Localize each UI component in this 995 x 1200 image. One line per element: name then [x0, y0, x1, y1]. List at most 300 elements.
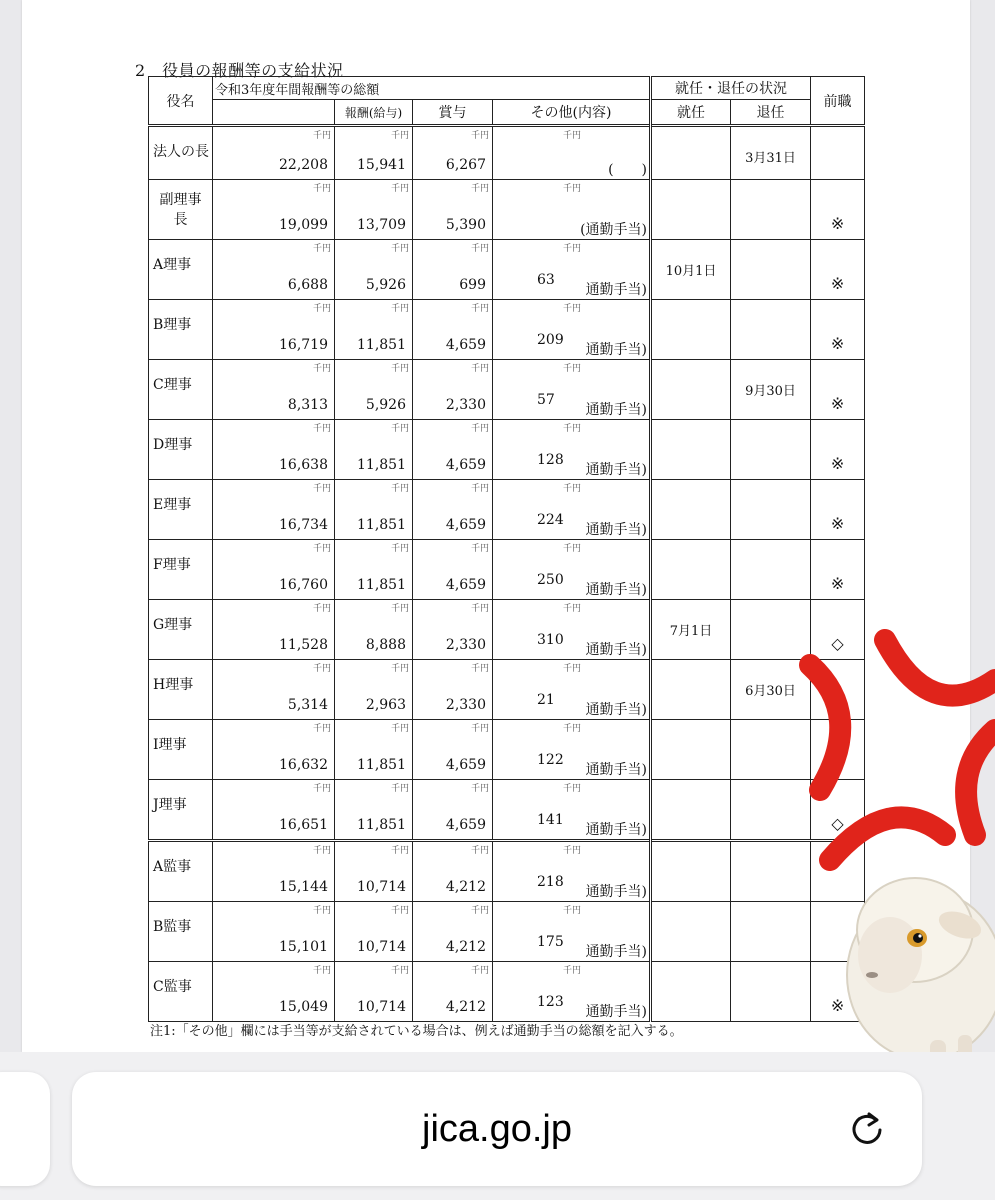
unit-label: 千円: [563, 784, 582, 794]
anger-mark-icon: [966, 730, 995, 835]
table-row: [149, 480, 865, 540]
unit-label: 千円: [312, 244, 331, 254]
role-label: C理事: [153, 377, 192, 393]
total-value: 15,101: [279, 939, 328, 955]
other-note: 通勤手当): [585, 1004, 648, 1020]
unit-label: 千円: [390, 724, 409, 734]
role-label: E理事: [153, 497, 192, 513]
bonus-value: 2,330: [445, 637, 486, 653]
bonus-value: 4,659: [445, 457, 486, 473]
total-value: 11,528: [279, 637, 328, 653]
bonus-value: 2,330: [445, 697, 486, 713]
appointed-cell: [651, 126, 731, 180]
other-value: 209: [537, 332, 564, 348]
bonus-value: 4,212: [445, 939, 486, 955]
unit-label: 千円: [312, 131, 331, 141]
previous-mark: ※: [830, 454, 845, 473]
previous-cell: [811, 126, 865, 180]
total-value: 15,144: [279, 879, 328, 895]
appointed-cell: [651, 240, 731, 300]
total-value: 22,208: [279, 157, 328, 173]
other-cell: [493, 180, 651, 240]
total-cell: [213, 180, 335, 240]
total-value: 16,734: [279, 517, 328, 533]
address-bar[interactable]: [72, 1072, 922, 1186]
salary-value: 11,851: [357, 337, 406, 353]
bonus-cell: [413, 660, 493, 720]
retired-date: 6月30日: [745, 684, 796, 699]
total-value: 16,719: [279, 337, 328, 353]
other-value: 250: [537, 572, 564, 588]
unit-label: 千円: [312, 424, 331, 434]
salary-cell: [335, 540, 413, 600]
retired-cell: [731, 540, 811, 600]
table-row: [149, 126, 865, 180]
retired-cell: [731, 360, 811, 420]
salary-value: 10,714: [357, 999, 406, 1015]
previous-mark: ※: [830, 574, 845, 593]
total-cell: [213, 480, 335, 540]
bonus-value: 6,267: [445, 157, 486, 173]
other-note: 通勤手当): [585, 342, 648, 358]
previous-cell: [811, 360, 865, 420]
appointed-cell: [651, 660, 731, 720]
role-label: B理事: [153, 317, 192, 333]
appointed-cell: [651, 180, 731, 240]
table-row: [149, 540, 865, 600]
role-cell: [149, 660, 213, 720]
appointed-cell: [651, 902, 731, 962]
unit-label: 千円: [390, 244, 409, 254]
salary-value: 11,851: [357, 757, 406, 773]
salary-value: 5,926: [365, 277, 406, 293]
other-cell: [493, 300, 651, 360]
other-note: 通勤手当): [585, 462, 648, 478]
unit-label: 千円: [470, 664, 489, 674]
unit-label: 千円: [470, 906, 489, 916]
retired-cell: [731, 180, 811, 240]
total-cell: [213, 780, 335, 841]
retired-cell: [731, 300, 811, 360]
other-value: 218: [537, 874, 564, 890]
total-cell: [213, 962, 335, 1022]
bonus-cell: [413, 600, 493, 660]
other-cell: [493, 660, 651, 720]
table-row: [149, 962, 865, 1022]
salary-cell: [335, 720, 413, 780]
unit-label: 千円: [390, 846, 409, 856]
bonus-value: 4,659: [445, 577, 486, 593]
role-label: C監事: [153, 979, 192, 995]
table-row: [149, 660, 865, 720]
unit-label: 千円: [563, 604, 582, 614]
previous-cell: [811, 480, 865, 540]
bonus-value: 4,212: [445, 999, 486, 1015]
other-note: 通勤手当): [585, 642, 648, 658]
table-row: [149, 780, 865, 841]
unit-label: 千円: [470, 304, 489, 314]
bonus-cell: [413, 720, 493, 780]
other-value: 21: [537, 692, 555, 708]
previous-tab-card[interactable]: [0, 1072, 50, 1186]
other-cell: [493, 780, 651, 841]
total-value: 16,651: [279, 817, 328, 833]
header-bonus: 賞与: [413, 100, 493, 126]
salary-cell: [335, 360, 413, 420]
other-cell: [493, 841, 651, 902]
role-cell: [149, 180, 213, 240]
previous-cell: [811, 300, 865, 360]
salary-cell: [335, 126, 413, 180]
bonus-value: 4,659: [445, 817, 486, 833]
other-note: 通勤手当): [585, 402, 648, 418]
total-value: 15,049: [279, 999, 328, 1015]
other-cell: [493, 600, 651, 660]
previous-cell: [811, 420, 865, 480]
salary-cell: [335, 240, 413, 300]
bonus-cell: [413, 126, 493, 180]
salary-cell: [335, 841, 413, 902]
other-note: 通勤手当): [585, 282, 648, 298]
unit-label: 千円: [563, 424, 582, 434]
header-status-group: 就任・退任の状況: [651, 77, 811, 100]
anger-mark-icon: [885, 640, 995, 696]
total-cell: [213, 660, 335, 720]
retired-cell: [731, 480, 811, 540]
other-note: 通勤手当): [585, 944, 648, 960]
unit-label: 千円: [470, 184, 489, 194]
previous-mark: ※: [830, 394, 845, 413]
unit-label: 千円: [390, 484, 409, 494]
header-role: 役名: [149, 77, 213, 126]
bonus-value: 4,212: [445, 879, 486, 895]
unit-label: 千円: [390, 131, 409, 141]
total-cell: [213, 841, 335, 902]
other-note: 通勤手当): [585, 762, 648, 778]
total-cell: [213, 360, 335, 420]
header-previous: 前職: [811, 77, 865, 126]
appointed-cell: [651, 360, 731, 420]
role-label: F理事: [153, 557, 191, 573]
previous-mark: ※: [830, 996, 845, 1015]
other-note: 通勤手当): [585, 884, 648, 900]
total-cell: [213, 420, 335, 480]
bonus-cell: [413, 180, 493, 240]
unit-label: 千円: [312, 544, 331, 554]
other-cell: [493, 480, 651, 540]
total-cell: [213, 126, 335, 180]
unit-label: 千円: [312, 604, 331, 614]
unit-label: 千円: [390, 364, 409, 374]
total-cell: [213, 720, 335, 780]
bonus-cell: [413, 360, 493, 420]
bonus-value: 4,659: [445, 757, 486, 773]
total-value: 5,314: [287, 697, 328, 713]
other-cell: [493, 720, 651, 780]
role-cell: [149, 841, 213, 902]
total-cell: [213, 300, 335, 360]
table-row: [149, 360, 865, 420]
bonus-value: 5,390: [445, 217, 486, 233]
unit-label: 千円: [312, 364, 331, 374]
total-value: 19,099: [279, 217, 328, 233]
other-cell: [493, 126, 651, 180]
role-label: H理事: [153, 677, 194, 693]
role-label: 副理事長: [159, 192, 202, 228]
role-cell: [149, 360, 213, 420]
header-row-2: [149, 100, 865, 126]
unit-label: 千円: [563, 664, 582, 674]
role-cell: [149, 902, 213, 962]
appointed-cell: [651, 600, 731, 660]
footnote: 注1:「その他」欄には手当等が支給されている場合は、例えば通勤手当の総額を記入する。: [150, 1024, 683, 1039]
salary-cell: [335, 180, 413, 240]
section-title: 2 役員の報酬等の支給状況: [135, 61, 344, 80]
other-note: 通勤手当): [585, 822, 648, 838]
unit-label: 千円: [312, 184, 331, 194]
appointed-cell: [651, 962, 731, 1022]
role-cell: [149, 480, 213, 540]
unit-label: 千円: [390, 184, 409, 194]
retired-cell: [731, 240, 811, 300]
anger-mark-icon: [830, 817, 945, 860]
total-value: 16,632: [279, 757, 328, 773]
bonus-cell: [413, 540, 493, 600]
salary-value: 5,926: [365, 397, 406, 413]
bonus-value: 699: [459, 277, 486, 293]
salary-value: 13,709: [357, 217, 406, 233]
unit-label: 千円: [563, 184, 582, 194]
appointed-cell: [651, 480, 731, 540]
unit-label: 千円: [312, 484, 331, 494]
salary-value: 11,851: [357, 577, 406, 593]
salary-value: 15,941: [357, 157, 406, 173]
unit-label: 千円: [312, 304, 331, 314]
other-value: 122: [537, 752, 564, 768]
role-cell: [149, 962, 213, 1022]
appointed-cell: [651, 540, 731, 600]
salary-cell: [335, 962, 413, 1022]
header-other: その他(内容): [493, 100, 651, 126]
other-cell: [493, 360, 651, 420]
url-text: jica.go.jp: [422, 1108, 572, 1150]
role-label: D理事: [153, 437, 193, 453]
unit-label: 千円: [390, 604, 409, 614]
salary-cell: [335, 480, 413, 540]
previous-mark: ※: [830, 274, 845, 293]
table-row: [149, 902, 865, 962]
unit-label: 千円: [470, 244, 489, 254]
table-row: [149, 300, 865, 360]
retired-date: 9月30日: [745, 384, 796, 399]
other-value: 128: [537, 452, 564, 468]
other-value: 224: [537, 512, 564, 528]
previous-mark: ◇: [831, 694, 844, 713]
role-cell: [149, 780, 213, 841]
salary-value: 11,851: [357, 517, 406, 533]
previous-mark: ※: [830, 334, 845, 353]
previous-mark: ◇: [831, 634, 844, 653]
appointed-date: 7月1日: [669, 624, 713, 639]
total-value: 6,688: [287, 277, 328, 293]
previous-cell: [811, 240, 865, 300]
reload-icon[interactable]: [846, 1108, 888, 1150]
unit-label: 千円: [390, 906, 409, 916]
role-cell: [149, 720, 213, 780]
other-cell: [493, 962, 651, 1022]
role-label: J理事: [153, 797, 187, 813]
previous-mark: ◇: [831, 814, 844, 833]
other-note: 通勤手当): [585, 582, 648, 598]
header-salary: 報酬(給与): [335, 100, 413, 126]
other-cell: [493, 902, 651, 962]
unit-label: 千円: [563, 966, 582, 976]
salary-value: 2,963: [365, 697, 406, 713]
appointed-date: 10月1日: [665, 264, 717, 279]
bonus-cell: [413, 902, 493, 962]
unit-label: 千円: [563, 484, 582, 494]
unit-label: 千円: [563, 906, 582, 916]
other-value: 310: [537, 632, 564, 648]
unit-label: 千円: [563, 244, 582, 254]
header-appointed: 就任: [651, 100, 731, 126]
bonus-cell: [413, 480, 493, 540]
unit-label: 千円: [390, 784, 409, 794]
salary-value: 10,714: [357, 879, 406, 895]
appointed-cell: [651, 841, 731, 902]
previous-cell: [811, 180, 865, 240]
header-total-blank: [213, 100, 335, 126]
bonus-cell: [413, 420, 493, 480]
salary-cell: [335, 780, 413, 841]
role-cell: [149, 540, 213, 600]
total-value: 8,313: [287, 397, 328, 413]
retired-cell: [731, 126, 811, 180]
salary-value: 8,888: [365, 637, 406, 653]
other-value: 57: [537, 392, 555, 408]
other-note: 通勤手当): [585, 522, 648, 538]
unit-label: 千円: [470, 424, 489, 434]
bonus-value: 2,330: [445, 397, 486, 413]
other-cell: [493, 240, 651, 300]
other-value: 175: [537, 934, 564, 950]
unit-label: 千円: [563, 724, 582, 734]
total-cell: [213, 240, 335, 300]
unit-label: 千円: [563, 544, 582, 554]
retired-cell: [731, 420, 811, 480]
bonus-cell: [413, 240, 493, 300]
salary-value: 11,851: [357, 457, 406, 473]
unit-label: 千円: [312, 724, 331, 734]
role-cell: [149, 240, 213, 300]
total-cell: [213, 600, 335, 660]
salary-cell: [335, 660, 413, 720]
salary-value: 10,714: [357, 939, 406, 955]
appointed-cell: [651, 720, 731, 780]
role-cell: [149, 126, 213, 180]
previous-mark: ※: [830, 514, 845, 533]
unit-label: 千円: [563, 131, 582, 141]
other-value: 141: [537, 812, 564, 828]
table-row: [149, 420, 865, 480]
salary-cell: [335, 902, 413, 962]
bonus-value: 4,659: [445, 517, 486, 533]
appointed-cell: [651, 300, 731, 360]
bonus-value: 4,659: [445, 337, 486, 353]
unit-label: 千円: [470, 724, 489, 734]
salary-cell: [335, 600, 413, 660]
other-cell: [493, 540, 651, 600]
bonus-cell: [413, 300, 493, 360]
bonus-cell: [413, 962, 493, 1022]
unit-label: 千円: [470, 544, 489, 554]
header-row-1: [149, 77, 865, 100]
unit-label: 千円: [312, 846, 331, 856]
appointed-cell: [651, 420, 731, 480]
unit-label: 千円: [390, 544, 409, 554]
unit-label: 千円: [312, 906, 331, 916]
total-cell: [213, 540, 335, 600]
appointed-cell: [651, 780, 731, 841]
unit-label: 千円: [312, 784, 331, 794]
unit-label: 千円: [470, 364, 489, 374]
other-cell: [493, 420, 651, 480]
unit-label: 千円: [390, 304, 409, 314]
role-cell: [149, 300, 213, 360]
unit-label: 千円: [563, 364, 582, 374]
bonus-cell: [413, 780, 493, 841]
table-row: [149, 720, 865, 780]
total-cell: [213, 902, 335, 962]
header-total-group: 令和3年度年間報酬等の総額: [213, 77, 651, 100]
unit-label: 千円: [470, 966, 489, 976]
table-row: [149, 240, 865, 300]
compensation-table: [148, 76, 865, 1022]
unit-label: 千円: [563, 304, 582, 314]
unit-label: 千円: [390, 424, 409, 434]
role-label: A監事: [153, 859, 192, 875]
table-row: [149, 180, 865, 240]
role-label: 法人の長: [153, 144, 209, 160]
role-cell: [149, 420, 213, 480]
total-value: 16,760: [279, 577, 328, 593]
unit-label: 千円: [390, 966, 409, 976]
unit-label: 千円: [563, 846, 582, 856]
role-cell: [149, 600, 213, 660]
other-note: ( ): [608, 162, 648, 178]
table-row: [149, 600, 865, 660]
role-label: A理事: [153, 257, 192, 273]
salary-value: 11,851: [357, 817, 406, 833]
unit-label: 千円: [390, 664, 409, 674]
retired-date: 3月31日: [745, 151, 796, 166]
unit-label: 千円: [470, 484, 489, 494]
other-value: 123: [537, 994, 564, 1010]
bonus-cell: [413, 841, 493, 902]
other-note: (通勤手当): [580, 222, 648, 238]
salary-cell: [335, 300, 413, 360]
previous-mark: ※: [830, 214, 845, 233]
unit-label: 千円: [470, 846, 489, 856]
salary-cell: [335, 420, 413, 480]
unit-label: 千円: [312, 966, 331, 976]
previous-cell: [811, 540, 865, 600]
anger-mark-icon: [810, 665, 840, 790]
table-row: [149, 841, 865, 902]
unit-label: 千円: [470, 604, 489, 614]
unit-label: 千円: [470, 784, 489, 794]
other-note: 通勤手当): [585, 702, 648, 718]
